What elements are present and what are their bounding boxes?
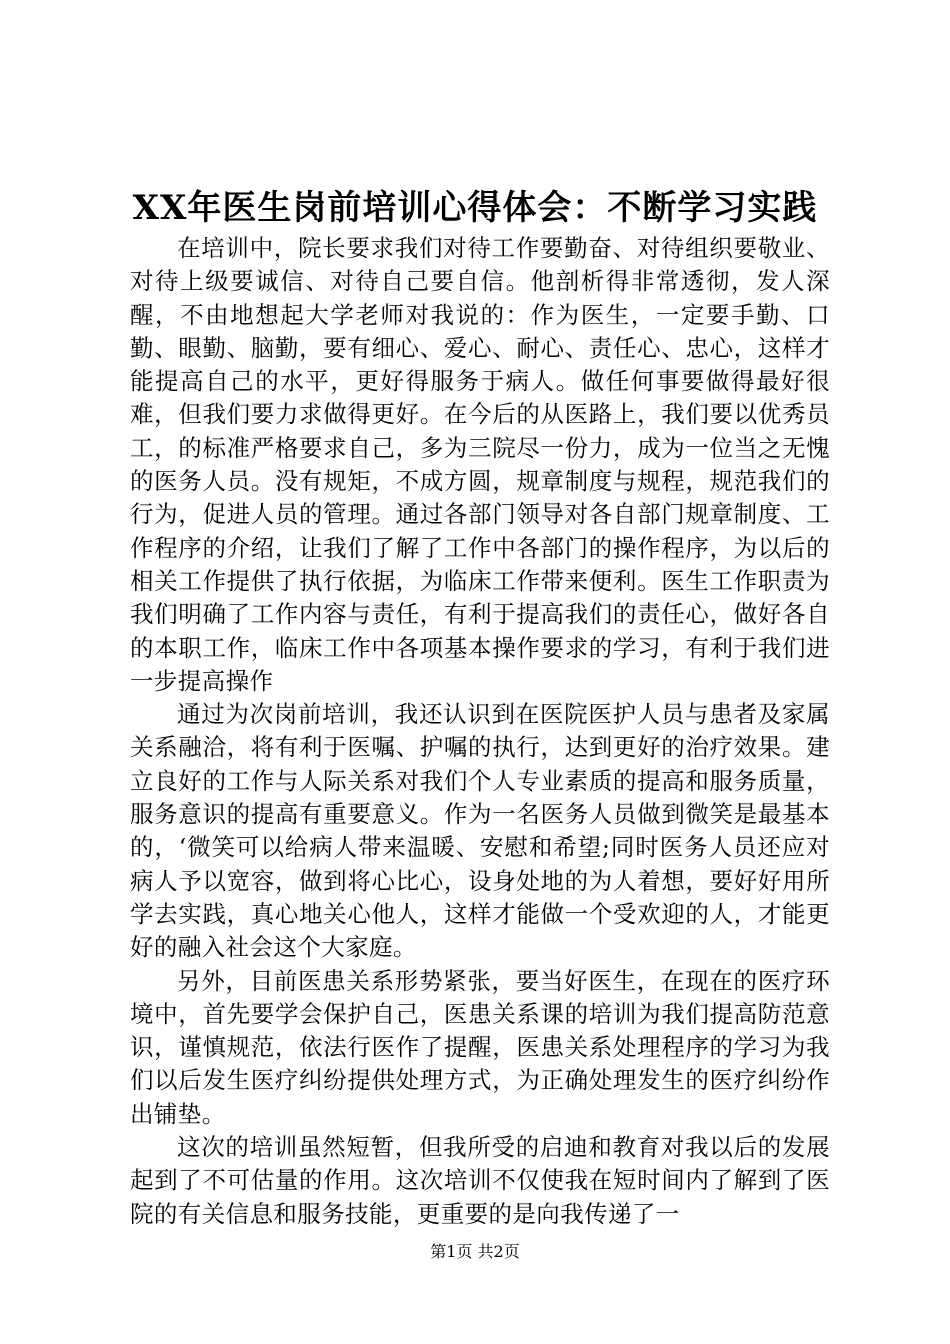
document-body	[130, 232, 830, 1231]
document-title: XX年医生岗前培训心得体会：不断学习实践	[132, 188, 818, 228]
page-number-footer: 第1页 共2页	[430, 1242, 520, 1261]
paragraph-4: 这次的培训虽然短暂，但我所受的启迪和教育对我以后的发展起到了不可估量的作用。这次培训不仅使我在短时间内了解到了医院的有关信息和服务技能，更重要的是向我传递了一	[130, 1133, 830, 1228]
paragraph-3: 另外，目前医患关系形势紧张，要当好医生，在现在的医疗环境中，首先要学会保护自己，医患关系课的培训为我们提高防范意识，谨慎规范，依法行医作了提醒，医患关系处理程序的学习为我们以后发生医疗纠纷提供处理方式，为正确处理发生的医疗纠纷作出铺垫。	[130, 966, 830, 1128]
paragraph-2: 通过为次岗前培训，我还认识到在医院医护人员与患者及家属关系融洽，将有利于医嘱、护嘱的执行，达到更好的治疗效果。建立良好的工作与人际关系对我们个人专业素质的提高和服务质量，服务意识的提高有重要意义。作为一名医务人员做到微笑是最基本的，‘微笑可以给病人带来温暖、安慰和希望;同时医务人员还应对病人予以宽容，做到将心比心，设身处地的为人着想，要好好用所学去实践，真心地关心他人，这样才能做一个受欢迎的人，才能更好的融入社会这个大家庭。	[130, 700, 830, 962]
paragraph-1: 在培训中，院长要求我们对待工作要勤奋、对待组织要敬业、对待上级要诚信、对待自己要自信。他剖析得非常透彻，发人深醒，不由地想起大学老师对我说的：作为医生，一定要手勤、口勤、眼勤、脑勤，要有细心、爱心、耐心、责任心、忠心，这样才能提高自己的水平，更好得服务于病人。做任何事要做得最好很难，但我们要力求做得更好。在今后的从医路上，我们要以优秀员工，的标准严格要求自己，多为三院尽一份力，成为一位当之无愧的医务人员。没有规矩，不成方圆，规章制度与规程，规范我们的行为，促进人员的管理。通过各部门领导对各自部门规章制度、工作程序的介绍，让我们了解了工作中各部门的操作程序，为以后的相关工作提供了执行依据，为临床工作带来便利。医生工作职责为我们明确了工作内容与责任，有利于提高我们的责任心，做好各自的本职工作，临床工作中各项基本操作要求的学习，有利于我们进一步提高操作	[130, 234, 830, 695]
